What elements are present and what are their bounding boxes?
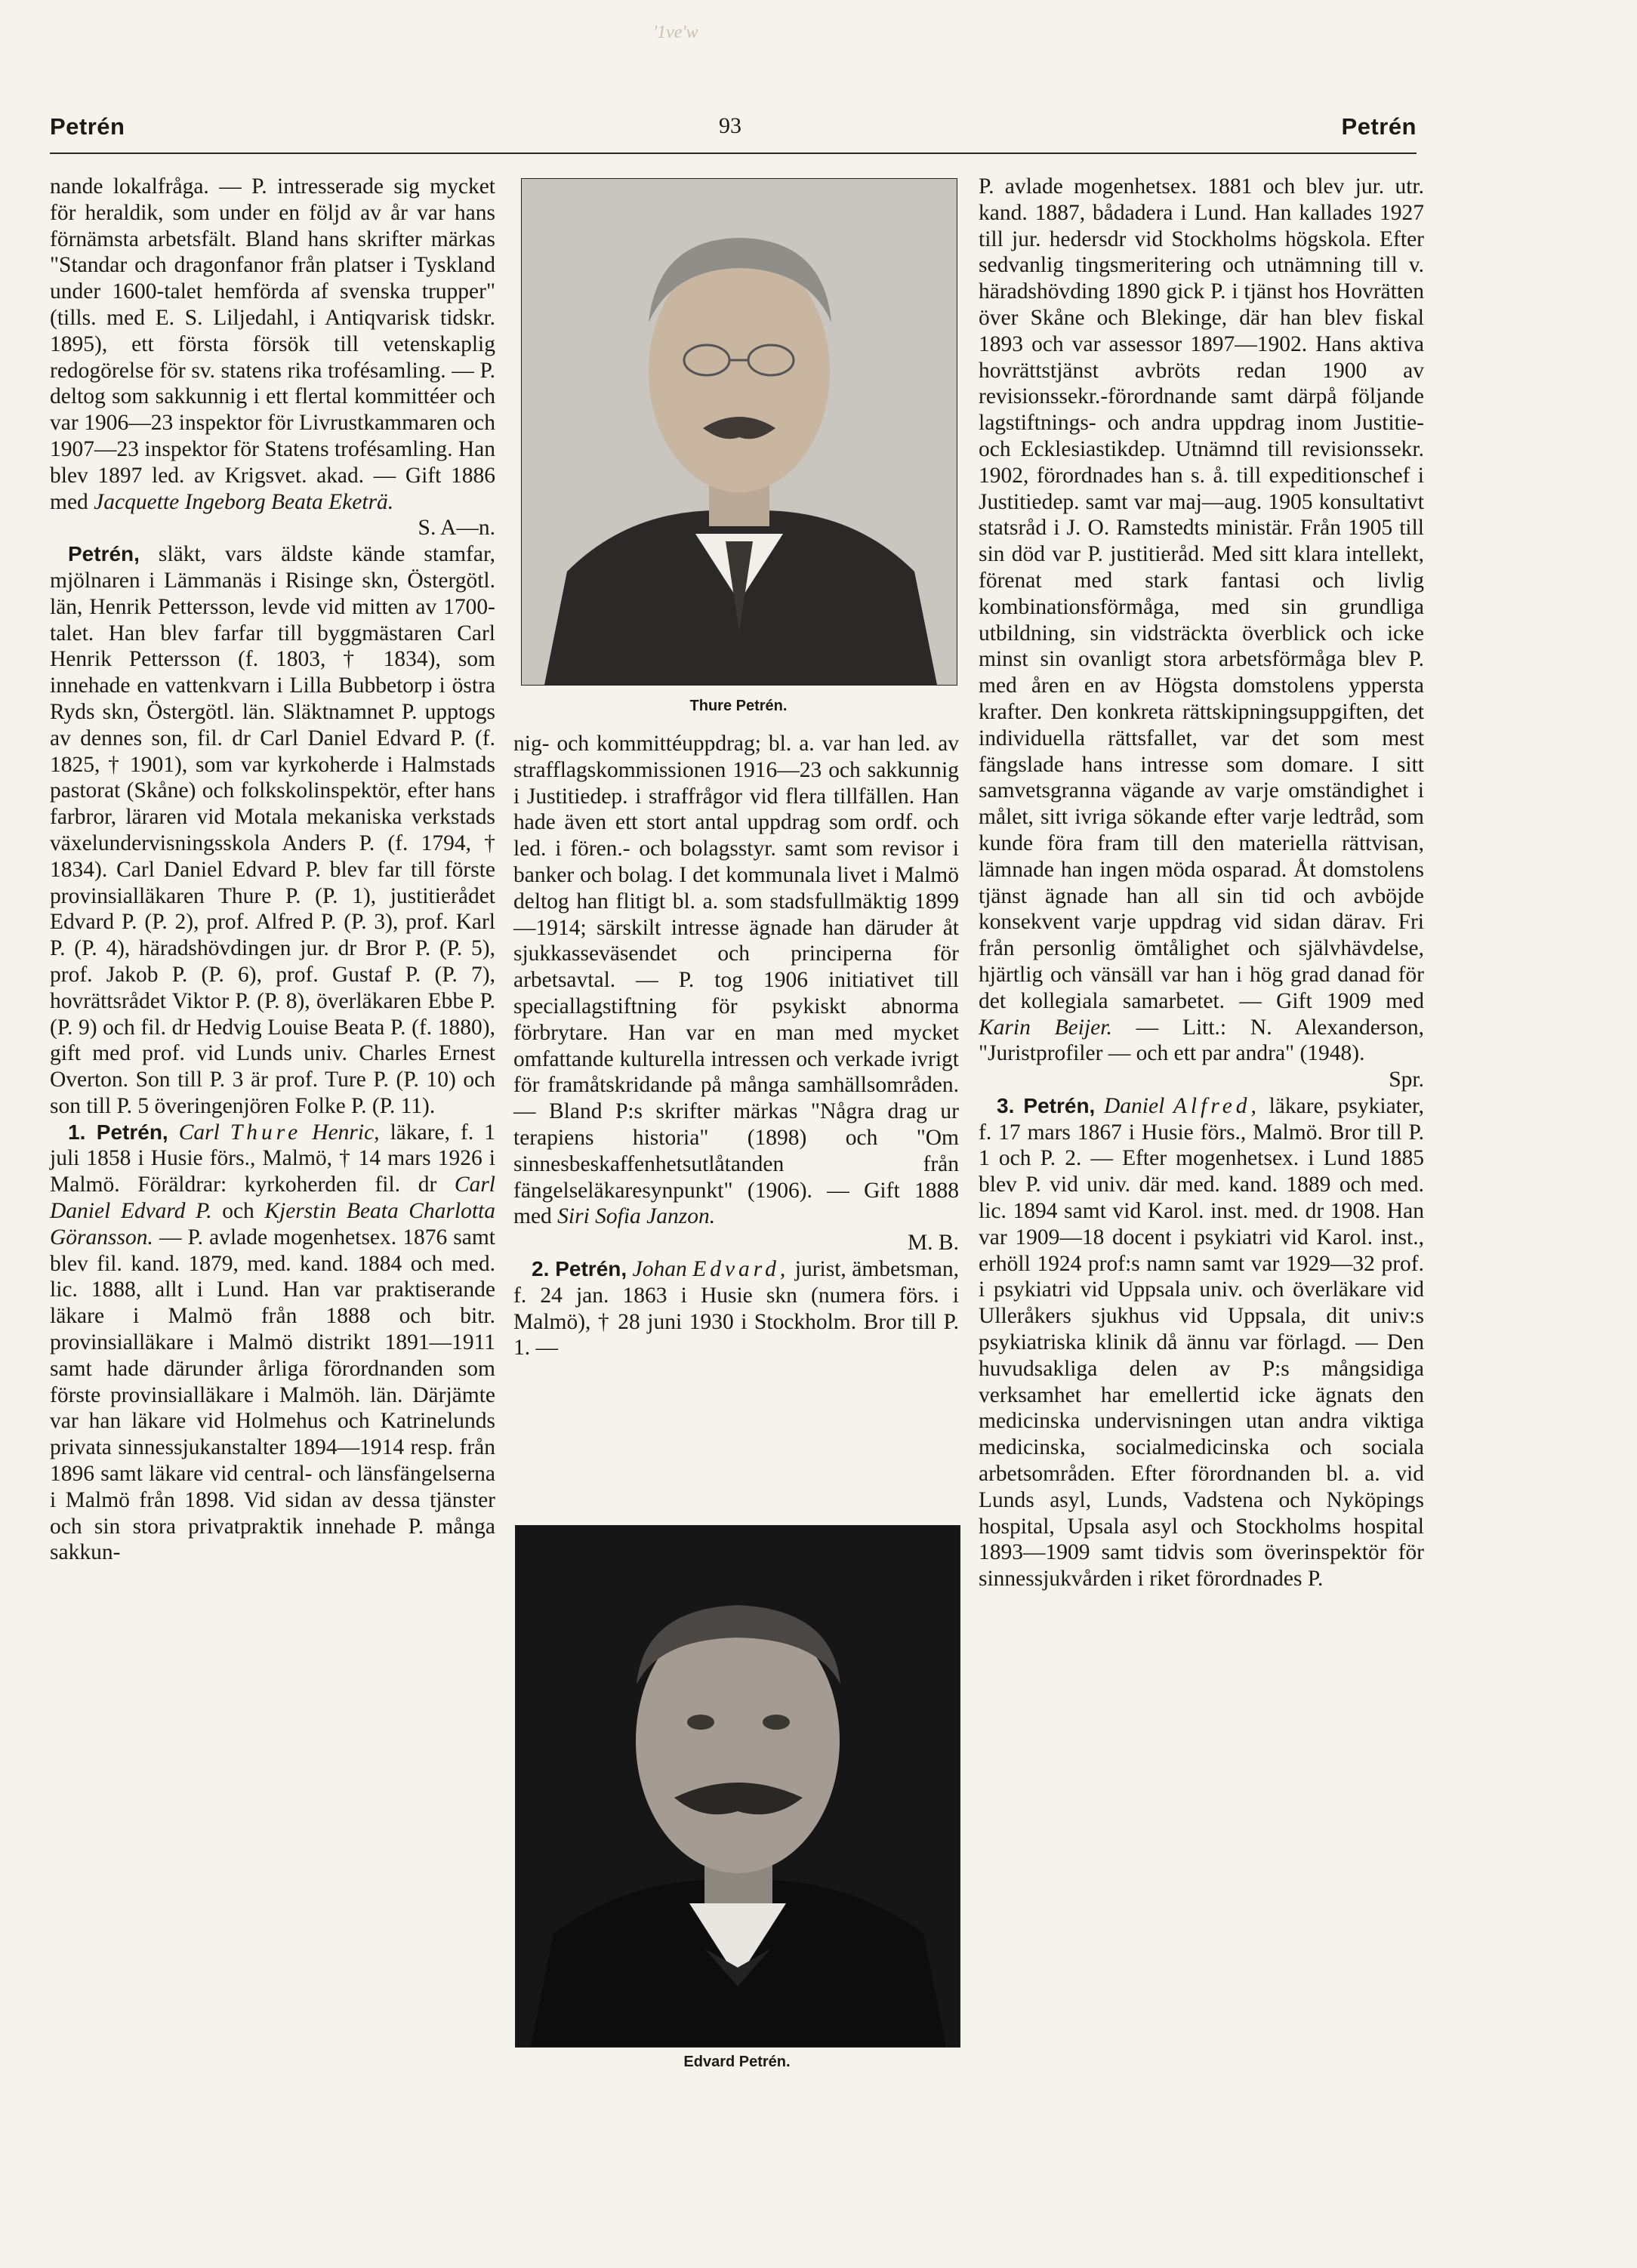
entry-heading: 3. Petrén,	[997, 1093, 1096, 1117]
entry-heading: 1. Petrén,	[68, 1120, 168, 1144]
paragraph: nande lokalfråga. — P. intresserade sig mycket för heraldik, som under en följd av år var hans förnämsta arbetsfält. Bland hans skrifter märkas "Standar och dragonfanor från platser i Tyskland under 1600-talet hemförda af svenska trupper" (tills. med E. S. Liljedahl, i Antiqvarisk tidskr. 1895), ett första försök till vetenskaplig redogörelse för sv. statens rika trofésamling. — P. deltog som sakkunnig i ett flertal kommittéer och var 1906—23 inspektor för Livrustkammaren och 1907—23 inspektor för Statens trofésamling. Han blev 1897 led. av Krigsvet. akad. — Gift 1886 med Jacquette Ingeborg Beata Eketrä.	[50, 174, 495, 514]
running-head-right: Petrén	[1341, 113, 1417, 140]
column-middle	[513, 731, 959, 1361]
paragraph: 3. Petrén, Daniel Alfred, läkare, psykiater, f. 17 mars 1867 i Husie förs., Malmö. Bror till P. 1 och P. 2. — Efter mogenhetsex. i Lund 1885 blev P. vid univ. där med. kand. 1889 och med. lic. 1894 samt vid Karol. inst. med. dr 1908. Han var 1909—18 docent i psykiatri vid Karol. inst., erhöll 1924 prof:s namn samt var 1929—32 prof. i psykiatri vid Uppsala univ. och överläkare vid Ulleråkers sjukhus vid Uppsala, dit univ:s psykiatriska klinik då ännu var förlagd. — Den huvudsakliga delen av P:s mångsidiga verksamhet har emellertid icke ägnats den medicinska undervisningen utan andra viktiga medicinska, socialmedicinska och sociala arbetsområden. Efter förordnanden bl. a. vid Lunds asyl, Lunds, Vadstena och Nyköpings hospital, Upsala asyl och Stockholms hospital 1893—1909 samt tidvis som överinspektör för sinnessjukvården i riket förordnades P.	[979, 1093, 1424, 1592]
stray-mark: '1ve'w	[653, 23, 698, 42]
entry-heading: 2. Petrén,	[532, 1256, 627, 1280]
signature: S. A—n.	[418, 516, 495, 541]
header-rule	[50, 153, 1417, 154]
signature: M. B.	[907, 1231, 959, 1256]
paragraph: nig- och kommittéuppdrag; bl. a. var han led. av strafflagskommissionen 1916—23 och sakkunnig i Justitiedep. i straffrågor vid flera tillfällen. Han hade även ett stort antal uppdrag som ordf. och led. i fören.- och bolagsstyr. samt som revisor i banker och bolag. I det kommunala livet i Malmö deltog han flitigt bl. a. som stadsfullmäktig 1899—1914; särskilt intresse ägnade han däruder åt sjukkasseväsendet och principerna för arbetsavtal. — P. tog 1906 initiativet till speciallagstiftning för psykiskt abnorma förbrytare. Han var en man med mycket omfattande kulturella intressen och verkade ivrigt för framåtskridande på många samhällsområden. — Bland P:s skrifter märkas "Några drag ur terapiens historia" (1898) och "Om sinnesbeskaffenhetsutlåtanden från fängelseläkaresynpunkt" (1906). — Gift 1888 med Siri Sofia Janzon.	[513, 732, 959, 1229]
entry-heading: Petrén,	[68, 542, 140, 566]
paragraph: P. avlade mogenhetsex. 1881 och blev jur. utr. kand. 1887, bådadera i Lund. Han kallades 1927 till jur. hedersdr vid Stockholms högskola. Efter sedvanlig tingsmeritering och utnämning till v. häradshövding 1890 gick P. i tjänst hos Hovrätten över Skåne och Blekinge, där han blev fiskal 1893 och var assessor 1897—1902. Hans aktiva hovrättstjänst avbröts redan 1900 av revisionssekr.-förordnande samt därpå följande lagstiftnings- och andra uppdrag inom Justitie- och Ecklesiastikdep. Utnämnd till revisionssekr. 1902, förordnades han s. å. till expeditionschef i Justitiedep. samt var maj—aug. 1905 konsultativt statsråd i J. O. Ramstedts ministär. Från 1905 till sin död var P. justitieråd. Med sitt klara intellekt, förenat med stark fantasi och livlig kombinationsförmåga, med sin grundliga utbildning, sin vidsträckta överblick och icke minst sin ovanligt stora arbetsförmåga blev P. med åren en av Högsta domstolens yppersta krafter. Den konkreta rättskipningsuppgiften, det individuella rättsfallet, var det som mest fängslade hans intresse som domare. I sitt samvetsgranna vägande av varje omständighet i målet, sitt ivriga sökande efter varje ledtråd, som kunde föra fram till den materiella rättvisan, lämnade han ingen möda osparad. Åt domstolens tjänst ägnade han all sin tid och avböjde konsekvent varje uppdrag vid sidan därav. Fri från personlig ömtålighet och självhävdelse, hjärtlig och vänsäll var han i hög grad danad för det kollegiala samarbetet. — Gift 1909 med Karin Beijer. — Litt.: N. Alexanderson, "Juristprofiler — och ett par andra" (1948).	[979, 174, 1424, 1066]
portrait-drawing	[516, 1526, 960, 2047]
page-header	[0, 113, 1637, 151]
column-right	[979, 174, 1424, 1592]
photo-caption: Thure Petrén.	[689, 698, 788, 714]
page-number: 93	[719, 113, 741, 138]
portrait-thure-petren	[521, 178, 957, 686]
photo-caption: Edvard Petrén.	[683, 2054, 791, 2070]
paragraph: 1. Petrén, Carl Thure Henric, läkare, f. 1 juli 1858 i Husie förs., Malmö, † 14 mars 1926 i Malmö. Föräldrar: kyrkoherden fil. dr Carl Daniel Edvard P. och Kjerstin Beata Charlotta Göransson. — P. avlade mogenhetsex. 1876 samt blev fil. kand. 1879, med. kand. 1884 och med. lic. 1888, allt i Lund. Han var praktiserande läkare i Malmö från 1888 och bitr. provinsialläkare i Malmö distrikt 1891—1911 samt hade därunder årliga förordnanden som förste provinsialläkare i Malmöh. län. Därjämte var han läkare vid Holmehus och Katrinelunds privata sinnessjukanstalter 1894—1914 resp. från 1896 samt läkare vid central- och länsfängelserna i Malmö från 1898. Vid sidan av dessa tjänster och sin stora privatpraktik innehade P. många sakkun-	[50, 1120, 495, 1565]
signature: Spr.	[1389, 1068, 1424, 1092]
portrait-drawing	[522, 179, 957, 685]
paragraph: Petrén, släkt, vars äldste kände stamfar, mjölnaren i Lämmanäs i Risinge skn, Östergötl. län, Henrik Pettersson, levde vid mitten av 1700-talet. Han blev farfar till byggmästaren Carl Henrik Pettersson (f. 1803, † 1834), som innehade en vattenkvarn i Lilla Bubbetorp i östra Ryds skn, Östergötl. län. Släktnamnet P. upptogs av dennes son, fil. dr Carl Daniel Edvard P. (f. 1825, † 1901), som var kyrkoherde i Halmstads pastorat (Skåne) och folkskolinspektör, efter hans farbror, läraren vid Motala mekaniska verkstads växelundervisningsskola Anders P. (f. 1794, † 1834). Carl Daniel Edvard P. blev far till förste provinsialläkaren Thure P. (P. 1), justitierådet Edvard P. (P. 2), prof. Alfred P. (P. 3), prof. Karl P. (P. 4), häradshövdingen jur. dr Bror P. (P. 5), prof. Jakob P. (P. 6), prof. Gustaf P. (P. 7), hovrättsrådet Viktor P. (P. 8), överläkaren Ebbe P. (P. 9) och fil. dr Hedvig Louise Beata P. (f. 1880), gift med prof. vid Lunds univ. Charles Ernest Overton. Son till P. 3 är prof. Ture P. (P. 10) och son till P. 5 överingenjören Folke P. (P. 11).	[50, 542, 495, 1118]
portrait-edvard-petren	[515, 1525, 960, 2048]
column-left	[50, 174, 495, 1566]
paragraph: 2. Petrén, Johan Edvard, jurist, ämbetsman, f. 24 jan. 1863 i Husie skn (numera förs. i Malmö), † 28 juni 1930 i Stockholm. Bror till P. 1. —	[513, 1256, 959, 1360]
running-head-left: Petrén	[50, 113, 125, 140]
